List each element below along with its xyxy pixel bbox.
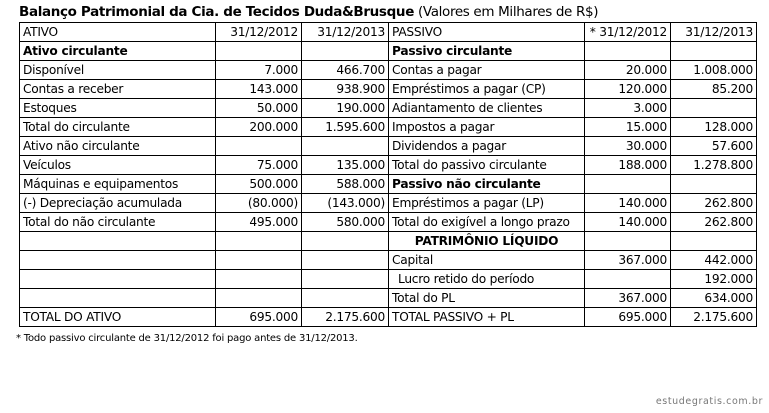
- liability-2012: 367.000: [585, 289, 671, 308]
- liability-2013: [671, 99, 757, 118]
- asset-label: [20, 270, 216, 289]
- asset-label: (-) Depreciação acumulada: [20, 194, 216, 213]
- liability-2012: 188.000: [585, 156, 671, 175]
- asset-2013: 135.000: [302, 156, 389, 175]
- table-row: [20, 118, 757, 137]
- footnote: * Todo passivo circulante de 31/12/2012 foi pago antes de 31/12/2013.: [16, 333, 358, 344]
- liability-2013: 85.200: [671, 80, 757, 99]
- table-row: [20, 270, 757, 289]
- liability-2012: [585, 42, 671, 61]
- asset-2012: 143.000: [216, 80, 302, 99]
- liability-label: Empréstimos a pagar (LP): [389, 194, 585, 213]
- liability-2013: [671, 42, 757, 61]
- asset-2013: 190.000: [302, 99, 389, 118]
- asset-2012: 7.000: [216, 61, 302, 80]
- liability-2012: 3.000: [585, 99, 671, 118]
- asset-2013: [302, 42, 389, 61]
- table-row: [20, 175, 757, 194]
- table-row: [20, 289, 757, 308]
- table-row: [20, 99, 757, 118]
- liability-2013: 1.278.800: [671, 156, 757, 175]
- asset-2013: (143.000): [302, 194, 389, 213]
- liability-label: Adiantamento de clientes: [389, 99, 585, 118]
- asset-label: Total do não circulante: [20, 213, 216, 232]
- liability-2013: 57.600: [671, 137, 757, 156]
- liability-2012: [585, 175, 671, 194]
- table-title-units: (Valores em Milhares de R$): [414, 4, 599, 20]
- header-row: [20, 23, 757, 42]
- liability-label: PATRIMÔNIO LÍQUIDO: [389, 232, 585, 251]
- asset-2013: 580.000: [302, 213, 389, 232]
- liability-2013: 1.008.000: [671, 61, 757, 80]
- asset-2012: [216, 289, 302, 308]
- liability-2013: 262.800: [671, 213, 757, 232]
- table-row: [20, 213, 757, 232]
- asset-2013: 1.595.600: [302, 118, 389, 137]
- asset-2013: [302, 137, 389, 156]
- watermark: estudegratis.com.br: [655, 396, 763, 407]
- balance-sheet-table: [19, 22, 757, 327]
- asset-2013: [302, 251, 389, 270]
- asset-2012: 495.000: [216, 213, 302, 232]
- asset-2013: 938.900: [302, 80, 389, 99]
- liability-2012: 120.000: [585, 80, 671, 99]
- table-row: [20, 42, 757, 61]
- asset-label: Contas a receber: [20, 80, 216, 99]
- liability-label: Dividendos a pagar: [389, 137, 585, 156]
- asset-label: Máquinas e equipamentos: [20, 175, 216, 194]
- header-ativo: ATIVO: [20, 23, 216, 42]
- liability-2012: 367.000: [585, 251, 671, 270]
- table-title: [19, 2, 764, 22]
- asset-label: [20, 289, 216, 308]
- liability-2013: 192.000: [671, 270, 757, 289]
- liability-2013: 262.800: [671, 194, 757, 213]
- liability-label: Total do exigível a longo prazo: [389, 213, 585, 232]
- liability-label: Impostos a pagar: [389, 118, 585, 137]
- asset-label: Ativo não circulante: [20, 137, 216, 156]
- header-passivo-2012: * 31/12/2012: [585, 23, 671, 42]
- table-row: [20, 61, 757, 80]
- liability-label: TOTAL PASSIVO + PL: [389, 308, 585, 327]
- asset-label: [20, 251, 216, 270]
- header-ativo-2012: 31/12/2012: [216, 23, 302, 42]
- table-row: [20, 137, 757, 156]
- asset-label: Disponível: [20, 61, 216, 80]
- table-row: [20, 232, 757, 251]
- asset-2012: [216, 137, 302, 156]
- asset-2012: [216, 270, 302, 289]
- total-row: [20, 308, 757, 327]
- liability-2013: 128.000: [671, 118, 757, 137]
- liability-2013: 442.000: [671, 251, 757, 270]
- liability-2013: 634.000: [671, 289, 757, 308]
- liability-label: Passivo circulante: [389, 42, 585, 61]
- liability-label: Total do PL: [389, 289, 585, 308]
- asset-2012: [216, 251, 302, 270]
- header-passivo-2013: 31/12/2013: [671, 23, 757, 42]
- asset-2012: 75.000: [216, 156, 302, 175]
- table-row: [20, 156, 757, 175]
- asset-2012: 500.000: [216, 175, 302, 194]
- table-row: [20, 251, 757, 270]
- liability-label: Capital: [389, 251, 585, 270]
- asset-2012: 50.000: [216, 99, 302, 118]
- asset-2013: [302, 289, 389, 308]
- asset-2013: [302, 232, 389, 251]
- asset-label: TOTAL DO ATIVO: [20, 308, 216, 327]
- liability-2013: [671, 175, 757, 194]
- liability-label: Empréstimos a pagar (CP): [389, 80, 585, 99]
- asset-2013: 588.000: [302, 175, 389, 194]
- liability-2012: 15.000: [585, 118, 671, 137]
- table-title-main: Balanço Patrimonial da Cia. de Tecidos Duda&Brusque: [19, 4, 415, 20]
- liability-2012: [585, 232, 671, 251]
- header-ativo-2013: 31/12/2013: [302, 23, 389, 42]
- liability-label: Lucro retido do período: [389, 270, 585, 289]
- liability-2012: 140.000: [585, 213, 671, 232]
- table-row: [20, 194, 757, 213]
- liability-2012: 140.000: [585, 194, 671, 213]
- liability-2012: [585, 270, 671, 289]
- asset-2013: 2.175.600: [302, 308, 389, 327]
- liability-2012: 695.000: [585, 308, 671, 327]
- liability-2013: 2.175.600: [671, 308, 757, 327]
- asset-label: [20, 232, 216, 251]
- asset-2012: (80.000): [216, 194, 302, 213]
- asset-2012: [216, 42, 302, 61]
- liability-2013: [671, 232, 757, 251]
- asset-2013: 466.700: [302, 61, 389, 80]
- liability-label: Total do passivo circulante: [389, 156, 585, 175]
- header-passivo: PASSIVO: [389, 23, 585, 42]
- liability-label: Contas a pagar: [389, 61, 585, 80]
- asset-2012: 695.000: [216, 308, 302, 327]
- asset-2013: [302, 270, 389, 289]
- asset-2012: [216, 232, 302, 251]
- table-row: [20, 80, 757, 99]
- liability-2012: 20.000: [585, 61, 671, 80]
- asset-label: Estoques: [20, 99, 216, 118]
- liability-label: Passivo não circulante: [389, 175, 585, 194]
- asset-2012: 200.000: [216, 118, 302, 137]
- liability-2012: 30.000: [585, 137, 671, 156]
- asset-label: Veículos: [20, 156, 216, 175]
- asset-label: Ativo circulante: [20, 42, 216, 61]
- asset-label: Total do circulante: [20, 118, 216, 137]
